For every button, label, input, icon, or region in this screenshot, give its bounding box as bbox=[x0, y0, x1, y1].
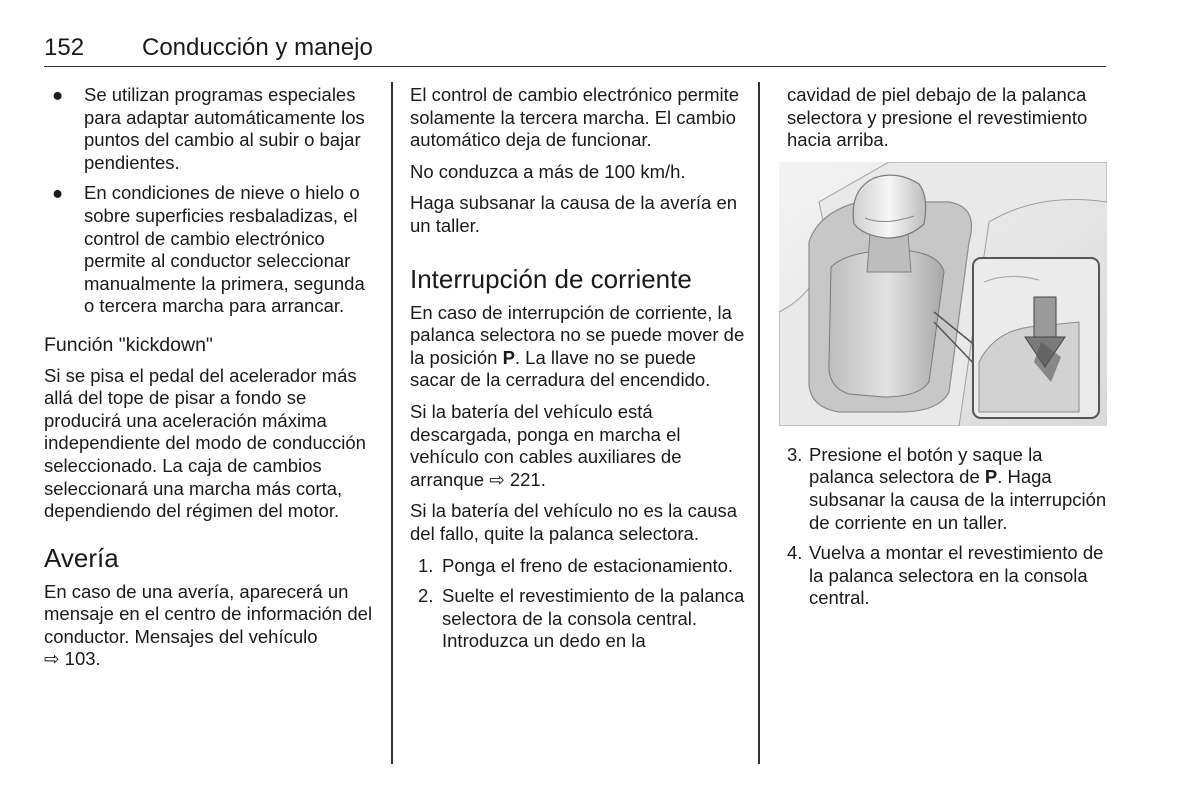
column-divider-2 bbox=[758, 82, 760, 764]
paragraph: No conduzca a más de 100 km/h. bbox=[410, 160, 686, 182]
step-list bbox=[787, 444, 1107, 610]
arrow-right-icon: ⇨ bbox=[44, 648, 60, 670]
step-number: 1. bbox=[418, 554, 434, 576]
arrow-right-icon: ⇨ bbox=[489, 468, 505, 490]
step-text: Suelte el revestimiento de la palanca selectora de la consola central. Introduzca un dedo en la bbox=[442, 585, 745, 652]
paragraph: cavidad de piel debajo de la palanca selectora y presione el revestimiento hacia arriba. bbox=[787, 84, 1088, 151]
step-item bbox=[410, 555, 745, 578]
step-number: 4. bbox=[787, 542, 803, 564]
column-left bbox=[44, 84, 374, 680]
bullet-item bbox=[44, 84, 374, 174]
step-text: Vuelva a montar el revestimiento de la palanca selectora en la consola central. bbox=[809, 542, 1104, 609]
paragraph: Si la batería del vehículo no es la causa del fallo, quite la palanca selectora. bbox=[410, 500, 738, 544]
page-header bbox=[44, 32, 1106, 67]
step-text-part: . Haga subsanar la causa de la interrupción de corriente en un taller. bbox=[809, 466, 1107, 533]
bullet-item bbox=[44, 182, 374, 318]
gear-position-label: P bbox=[502, 346, 515, 368]
paragraph-text: Si la batería del vehículo está descargada, ponga en marcha el vehículo con cables auxiliares de arranque bbox=[410, 400, 682, 490]
page-reference-link[interactable] bbox=[489, 469, 546, 490]
averia-paragraph bbox=[44, 581, 374, 671]
bullet-text: En condiciones de nieve o hielo o sobre superficies resbaladizas, el control de cambio electrónico permite al conductor seleccionar manualmente la primera, segunda o tercera marcha para arrancar. bbox=[84, 182, 365, 317]
gear-position-label: P bbox=[984, 466, 998, 488]
bullet-icon: ● bbox=[52, 84, 64, 105]
step-item bbox=[787, 444, 1107, 534]
step-text-part: Presione el botón y saque la palanca selectora de bbox=[809, 443, 1043, 488]
column-right bbox=[787, 84, 1107, 618]
gear-selector-illustration bbox=[779, 162, 1107, 426]
step-item bbox=[787, 542, 1107, 610]
bullet-text: Se utilizan programas especiales para adaptar automáticamente los puntos del cambio al subir o bajar pendientes. bbox=[84, 84, 365, 173]
step-number: 2. bbox=[418, 585, 434, 607]
paragraph bbox=[410, 401, 745, 491]
step-item bbox=[410, 585, 745, 653]
step-text bbox=[809, 444, 1106, 533]
page-reference-number: 103. bbox=[64, 648, 101, 670]
bullet-list bbox=[44, 84, 374, 318]
paragraph: El control de cambio electrónico permite solamente la tercera marcha. El cambio automático deja de funcionar. bbox=[410, 84, 740, 151]
step-list bbox=[410, 555, 745, 653]
kickdown-paragraph: Si se pisa el pedal del acelerador más allá del tope de pisar a fondo se producirá una aceleración máxima independiente del modo de conducción seleccionado. La caja de cambios seleccionará una marcha más corta, dependiendo del régimen del motor. bbox=[44, 364, 366, 522]
page-number: 152 bbox=[44, 34, 85, 61]
averia-text: En caso de una avería, aparecerá un mensaje en el centro de información del conductor. Mensajes del vehículo bbox=[44, 580, 373, 647]
page-title: Conducción y manejo bbox=[142, 34, 373, 61]
step-text: Ponga el freno de estacionamiento. bbox=[442, 554, 734, 576]
gear-selector-image bbox=[779, 162, 1107, 426]
column-middle bbox=[410, 84, 745, 661]
paragraph: Haga subsanar la causa de la avería en un taller. bbox=[410, 192, 738, 236]
kickdown-heading: Función "kickdown" bbox=[44, 333, 213, 356]
averia-heading: Avería bbox=[44, 542, 119, 573]
bullet-icon: ● bbox=[52, 182, 64, 204]
page-reference-link[interactable] bbox=[44, 648, 101, 669]
column-divider-1 bbox=[391, 82, 393, 764]
step-number: 3. bbox=[787, 443, 803, 465]
paragraph bbox=[410, 302, 745, 392]
page-reference-number: 221. bbox=[509, 468, 546, 490]
paragraph-text: . La llave no se puede sacar de la cerradura del encendido. bbox=[410, 346, 711, 391]
interrupcion-heading: Interrupción de corriente bbox=[410, 263, 692, 294]
paragraph-text: En caso de interrupción de corriente, la palanca selectora no se puede mover de la posición bbox=[410, 301, 745, 368]
